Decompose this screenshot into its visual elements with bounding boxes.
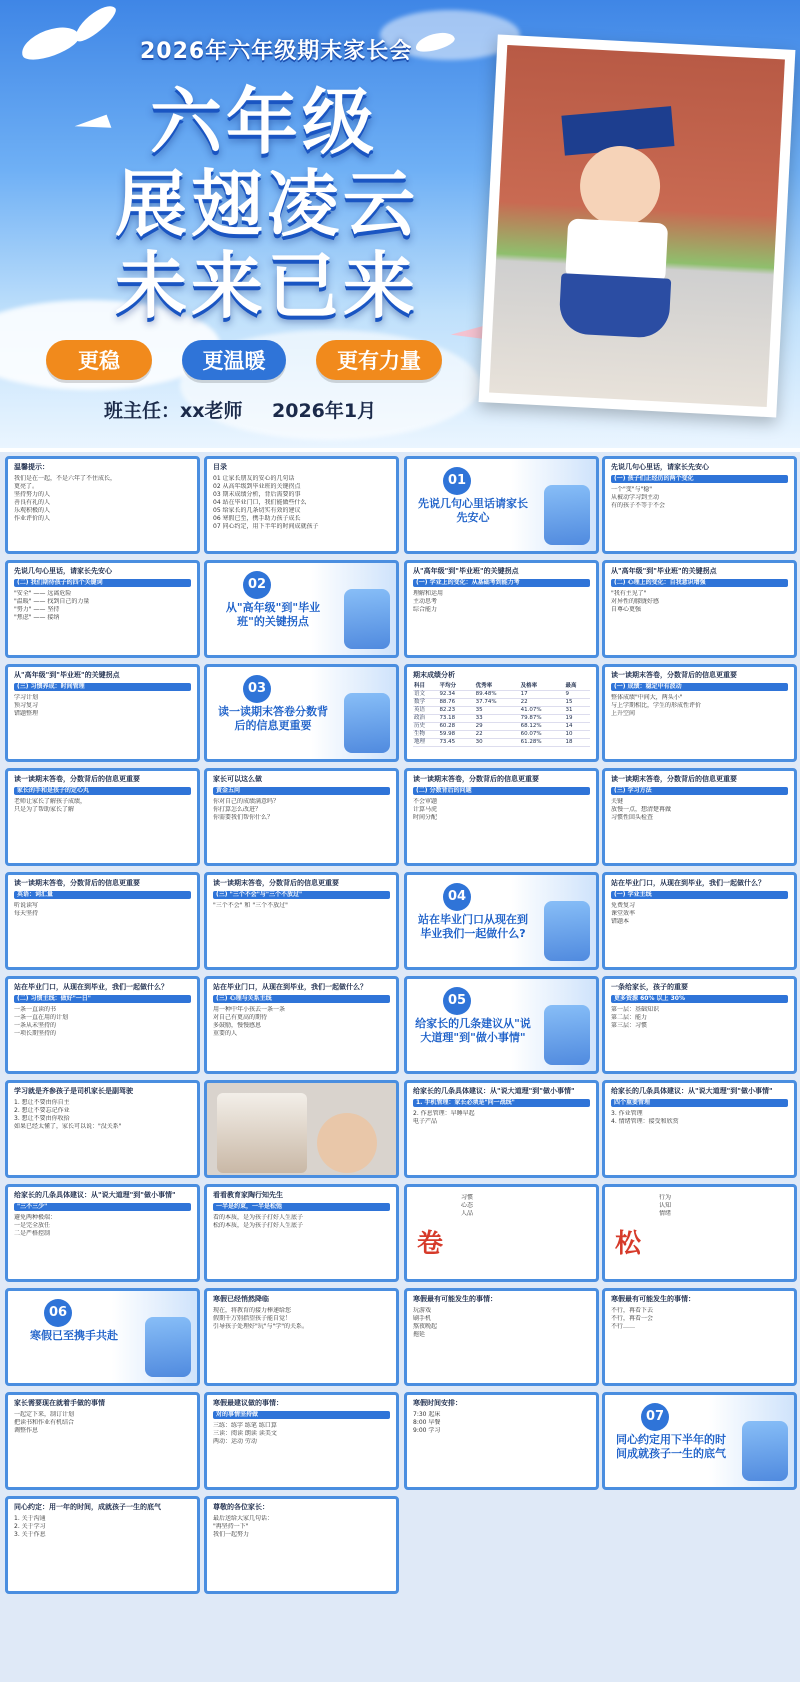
teacher-label: 班主任：xx老师 [104, 400, 243, 422]
slide-heading: 站在毕业门口，从现在到毕业，我们一起做什么？ [14, 983, 168, 991]
slide-text-line: 把读书和作业有机结合 [14, 1419, 75, 1426]
slide-text-line: 更亮了。 [14, 483, 39, 490]
section-number-badge: 05 [443, 987, 471, 1015]
section-number-badge: 04 [443, 883, 471, 911]
table-cell: 60.28 [438, 723, 474, 731]
table-cell: 89.48% [475, 691, 520, 699]
slide-text-line: 一起定下来，制订计划 [14, 1411, 75, 1418]
table-row [413, 715, 590, 723]
date-label: 2026年1月 [272, 400, 377, 422]
slide-thumbnail-8[interactable] [602, 560, 797, 658]
table-cell: 31 [565, 707, 590, 715]
slide-text-line: "安全" —— 远离危险 [14, 590, 72, 597]
slide-heading: 读一读期末答卷，分数背后的信息更重要 [611, 671, 737, 679]
slide-thumbnail-31[interactable] [404, 1184, 599, 1282]
slide-subheading-bar: 对的事情坚持做 [213, 1411, 390, 1419]
slide-text-line: 关键 [611, 798, 624, 805]
slide-subheading-bar: 英语：词汇量 [14, 891, 191, 899]
slide-text-line: 预习复习 [14, 702, 39, 709]
section-number-badge: 07 [641, 1403, 669, 1431]
slide-text-line: 3. 作业管理 [611, 1110, 643, 1117]
slide-text-line: 06 寒假已至，携手助力孩子成长 [213, 515, 301, 522]
slide-text-line: 我们是在一起，不是六年了不住成长， [14, 475, 117, 482]
slide-thumbnail-29[interactable] [5, 1184, 200, 1282]
slide-subheading-bar: (二) 习惯主线：做好"一日" [14, 995, 191, 1003]
slide-thumbnail-26[interactable] [204, 1080, 399, 1178]
slide-heading: 目录 [213, 463, 227, 471]
cover-slide [0, 0, 800, 448]
slide-thumbnail-34[interactable] [204, 1288, 399, 1386]
table-cell: 37.74% [475, 699, 520, 707]
slide-text-line: 02 从高年级到毕业班的关键拐点 [213, 483, 301, 490]
key-character: 松 [615, 1229, 642, 1259]
slide-subheading-bar: (三) 学习方法 [611, 787, 788, 795]
table-cell: 数学 [413, 699, 438, 707]
paper-plane-icon [75, 115, 112, 140]
slide-text-line: 与上学期相比，学生的形成性评价 [611, 702, 702, 709]
slide-heading: 给家长的几条具体建议：从"说大道理"到"做小事情" [413, 1087, 575, 1095]
slide-text-line: "我有主见了" [611, 590, 647, 597]
section-title: 先说几句心里话请家长先安心 [418, 497, 528, 524]
hero-title-line3: 未来已来 [115, 244, 420, 328]
slide-text-line: 重要的人 [213, 1030, 238, 1037]
slide-subheading-bar: 更多资源 60% 以上 30% [611, 995, 788, 1003]
slide-thumbnail-27[interactable] [404, 1080, 599, 1178]
slide-thumbnail-23[interactable] [404, 976, 599, 1074]
slide-text-line: 综合能力 [413, 606, 438, 613]
slide-heading: 先说几句心里话，请家长先安心 [14, 567, 112, 575]
slide-heading: 站在毕业门口，从现在到毕业，我们一起做什么？ [213, 983, 367, 991]
slide-text-line: "三个不会" 和 "三个不放过" [213, 902, 288, 909]
student-illustration [742, 1421, 788, 1481]
slide-heading: 读一读期末答卷，分数背后的信息更重要 [413, 775, 539, 783]
slide-text-line: 人品 [461, 1210, 474, 1217]
table-cell: 生物 [413, 731, 438, 739]
slide-text-line: 8:00 早餐 [413, 1419, 441, 1426]
slide-heading: 学习就是齐参孩子是司机家长是副驾驶 [14, 1087, 133, 1095]
slide-thumbnail-39[interactable] [404, 1392, 599, 1490]
slide-thumbnail-35[interactable] [404, 1288, 599, 1386]
slide-text-line: 9:00 学习 [413, 1427, 441, 1434]
slide-text-line: 一个"变"与"稳" [611, 486, 653, 493]
slide-thumbnail-6[interactable] [204, 560, 399, 658]
keyword-pill: 更温暖 [182, 340, 286, 380]
slide-text-line: 计算马虎 [413, 806, 438, 813]
student-illustration [344, 693, 390, 753]
table-cell: 14 [565, 723, 590, 731]
slide-thumbnail-4[interactable] [602, 456, 797, 554]
slide-text-line: 2. 想让不要忘记作业 [14, 1107, 70, 1114]
slide-text-line: 不行，再看一会 [611, 1315, 654, 1322]
slide-subheading-bar: (一) 孩子们正经历的两个变化 [611, 475, 788, 483]
slide-thumbnail-25[interactable] [5, 1080, 200, 1178]
student-illustration [544, 1005, 590, 1065]
slide-subheading-bar: 一半是约束，一半是松弛 [213, 1203, 390, 1211]
student-illustration [544, 485, 590, 545]
slide-text-line: 坚持努力的人 [14, 491, 51, 498]
slide-grid [0, 452, 800, 1682]
slide-text-line: 一项长期坚持的 [14, 1030, 57, 1037]
slide-text-line: 整体成绩"中间大，两头小" [611, 694, 683, 701]
slide-subheading-bar: (二) 心理上的变化：自我意识增强 [611, 579, 788, 587]
slide-text-line: 习惯 [461, 1194, 474, 1201]
slide-heading: 从"高年级"到"毕业班"的关键拐点 [413, 567, 519, 575]
table-cell: 79.87% [520, 715, 565, 723]
section-title: 寒假已至携手共赴 [30, 1329, 118, 1342]
slide-text-line: 1. 关于沟通 [14, 1515, 46, 1522]
slide-subheading-bar: 黄金五问 [213, 787, 390, 795]
slide-text-line: 玩游戏 [413, 1307, 432, 1314]
slide-text-line: 两动：运动 劳动 [213, 1438, 257, 1445]
slide-heading: 同心约定：用一年的时间，成就孩子一生的底气 [14, 1503, 161, 1511]
slide-text-line: 你需要我们帮你什么？ [213, 814, 274, 821]
slide-thumbnail-38[interactable] [204, 1392, 399, 1490]
table-cell: 61.28% [520, 739, 565, 747]
slide-heading: 尊敬的各位家长： [213, 1503, 269, 1511]
slide-text-line: 调整作息 [14, 1427, 39, 1434]
table-cell: 平均分 [438, 683, 474, 691]
slide-heading: 家长需要现在就着手做的事情 [14, 1399, 105, 1407]
slide-thumbnail-5[interactable] [5, 560, 200, 658]
section-title: 同心约定用下半年的时间成就孩子一生的底气 [616, 1433, 726, 1460]
table-cell: 语文 [413, 691, 438, 699]
slide-text-line: 不行，再看下去 [611, 1307, 654, 1314]
slide-text-line: 2. 作息管理：早睡早起 [413, 1110, 475, 1117]
slide-text-line: 理解和运用 [413, 590, 444, 597]
keyword-pill: 更稳 [46, 340, 152, 380]
table-cell: 68.12% [520, 723, 565, 731]
slide-heading: 读一读期末答卷，分数背后的信息更重要 [213, 879, 339, 887]
slide-thumbnail-20[interactable] [602, 872, 797, 970]
slide-heading: 家长可以这么做 [213, 775, 262, 783]
table-cell: 29 [475, 723, 520, 731]
slide-subheading-bar: 四个重要管理 [611, 1099, 788, 1107]
slide-subheading-bar: "三不三少" [14, 1203, 191, 1211]
slide-text-line: 老师让家长了解孩子成绩， [14, 798, 87, 805]
table-row [413, 683, 590, 691]
slide-text-line: 一是完全放任 [14, 1222, 51, 1229]
slide-text-line: 放慢一点，想清楚再做 [611, 806, 672, 813]
slide-text-line: 看的本质，是为孩子打好人生底子 [213, 1214, 304, 1221]
section-number-badge: 03 [243, 675, 271, 703]
slide-text-line: 第二层：能力 [611, 1014, 648, 1021]
hero-title-line1: 六年级 [150, 80, 379, 164]
avatar [578, 144, 662, 228]
slide-heading: 看看教育家陶行知先生 [213, 1191, 283, 1199]
slide-text-line: 从被动学习到主动 [611, 494, 660, 501]
table-cell: 及格率 [520, 683, 565, 691]
table-cell: 优秀率 [475, 683, 520, 691]
slide-thumbnail-14[interactable] [204, 768, 399, 866]
slide-thumbnail-21[interactable] [5, 976, 200, 1074]
slide-heading: 寒假已经悄然降临 [213, 1295, 269, 1303]
slide-text-line: 3. 关于作息 [14, 1531, 46, 1538]
table-cell: 73.18 [438, 715, 474, 723]
slide-heading: 寒假最有可能发生的事情： [611, 1295, 695, 1303]
slide-heading: 站在毕业门口，从现在到毕业，我们一起做什么？ [611, 879, 765, 887]
slide-subheading-bar: (二) 分数背后的问题 [413, 787, 590, 795]
table-cell: 政治 [413, 715, 438, 723]
slide-subheading-bar: (三) "三个不会"与"三个不放过" [213, 891, 390, 899]
table-cell: 41.07% [520, 707, 565, 715]
slide-text-line: 3. 想让不要由你收拾 [14, 1115, 70, 1122]
slide-text-line: 假期千万别指望孩子能自觉！ [213, 1315, 292, 1322]
slide-text-line: 学习计划 [14, 694, 39, 701]
section-title: 从"高年级"到"毕业班"的关键拐点 [225, 601, 321, 628]
dove-icon [17, 21, 82, 66]
table-cell: 最高 [565, 683, 590, 691]
table-cell: 地理 [413, 739, 438, 747]
slide-text-line: 三练：练字 练笔 练口算 [213, 1422, 277, 1429]
table-row [413, 739, 590, 747]
slide-text-line: 熬夜晚起 [413, 1323, 438, 1330]
slide-text-line: 电子产品 [413, 1118, 438, 1125]
slide-thumbnail-32[interactable] [602, 1184, 797, 1282]
key-character: 卷 [417, 1229, 444, 1259]
slide-subheading-bar: (二) 我们期待孩子的四个关键词 [14, 579, 191, 587]
table-cell: 30 [475, 739, 520, 747]
table-row [413, 707, 590, 715]
hero-title-line2: 展翅凌云 [115, 162, 420, 246]
slide-thumbnail-37[interactable] [5, 1392, 200, 1490]
table-cell: 82.23 [438, 707, 474, 715]
slide-text-line: 如果已经太懂了，家长可以说："没关系" [14, 1123, 122, 1130]
slide-text-line: 多鼓励，慢慢感恩 [213, 1022, 262, 1029]
table-cell: 22 [520, 699, 565, 707]
table-row [413, 691, 590, 699]
slide-text-line: 用一种中年小孩去一条一条 [213, 1006, 286, 1013]
table-cell: 17 [520, 691, 565, 699]
slide-thumbnail-18[interactable] [204, 872, 399, 970]
slide-text-line: 不会审题 [413, 798, 438, 805]
slide-text-line: 你打算怎么改进？ [213, 806, 262, 813]
slide-text-line: "努力" —— 坚持 [14, 606, 60, 613]
slide-heading: 读一读期末答卷，分数背后的信息更重要 [611, 775, 737, 783]
slide-text-line: 自尊心更强 [611, 606, 642, 613]
slide-text-line: 01 让家长朋友的安心的几句话 [213, 475, 295, 482]
table-cell: 33 [475, 715, 520, 723]
slide-text-line: 第一层：基础知识 [611, 1006, 660, 1013]
slide-heading: 给家长的几条具体建议：从"说大道理"到"做小事情" [14, 1191, 176, 1199]
slide-text-line: 现在，将教育的接力棒递给您 [213, 1307, 292, 1314]
slide-text-line: 05 给家长的几条切实有效的建议 [213, 507, 301, 514]
table-row [413, 731, 590, 739]
slide-thumbnail-17[interactable] [5, 872, 200, 970]
slide-text-line: 善良有礼的人 [14, 499, 51, 506]
slide-text-line: 时间分配 [413, 814, 438, 821]
slide-text-line: "再坚持一下" [213, 1523, 249, 1530]
section-title: 读一读期末答卷分数背后的信息更重要 [218, 705, 328, 732]
slide-thumbnail-28[interactable] [602, 1080, 797, 1178]
slide-heading: 给家长的几条具体建议：从"说大道理"到"做小事情" [611, 1087, 773, 1095]
slide-text-line: 听说读写 [14, 902, 39, 909]
slide-thumbnail-13[interactable] [5, 768, 200, 866]
slide-heading: 温馨提示： [14, 463, 49, 471]
slide-thumbnail-3[interactable] [404, 456, 599, 554]
table-cell: 9 [565, 691, 590, 699]
student-illustration [344, 589, 390, 649]
dove-wing-icon [70, 0, 120, 46]
slide-thumbnail-19[interactable] [404, 872, 599, 970]
section-number-badge: 01 [443, 467, 471, 495]
slide-text-line: 错题本 [611, 918, 630, 925]
slide-subheading-bar: (一) 成绩：稳定中有波动 [611, 683, 788, 691]
hero-subtitle: 2026年六年级期末家长会 [140, 39, 413, 64]
table-cell: 35 [475, 707, 520, 715]
slide-text-line: 上升空间 [611, 710, 636, 717]
keyword-pill: 更有力量 [316, 340, 442, 380]
student-photo [479, 34, 796, 417]
slide-text-line: 我们一起努力 [213, 1531, 250, 1538]
slide-heading: 寒假最有可能发生的事情： [413, 1295, 497, 1303]
student-illustration [145, 1317, 191, 1377]
slide-subheading-bar: (三) 习惯养成：时间管理 [14, 683, 191, 691]
slide-thumbnail-40[interactable] [602, 1392, 797, 1490]
section-title: 给家长的几条建议从"说大道理"到"做小事情" [415, 1017, 531, 1044]
slide-text-line: 作业评价的人 [14, 515, 51, 522]
slide-text-line: 第三层：习惯 [611, 1022, 648, 1029]
slide-text-line: 7:30 起床 [413, 1411, 441, 1418]
slide-text-line: 松的本质，是为孩子打好人生底子 [213, 1222, 304, 1229]
table-cell: 历史 [413, 723, 438, 731]
table-cell: 60.07% [520, 731, 565, 739]
slide-text-line: 一条一直读的书 [14, 1006, 57, 1013]
slide-heading: 从"高年级"到"毕业班"的关键拐点 [14, 671, 120, 679]
slide-subheading-bar: 家长的手和是孩子的定心丸 [14, 787, 191, 795]
table-cell: 88.76 [438, 699, 474, 707]
slide-thumbnail-10[interactable] [204, 664, 399, 762]
slide-text-line: 07 同心约定，用下半年的时间成就孩子 [213, 523, 319, 530]
slide-subheading-bar: (三) 心理与关系主线 [213, 995, 390, 1003]
table-cell: 科目 [413, 683, 438, 691]
slide-thumbnail-22[interactable] [204, 976, 399, 1074]
slide-text-line: 习惯性回头检查 [611, 814, 654, 821]
slide-thumbnail-16[interactable] [602, 768, 797, 866]
table-row [413, 699, 590, 707]
slide-text-line: 一条一直在用的计划 [14, 1014, 69, 1021]
slide-text-line: 避免两种极端： [14, 1214, 57, 1221]
slide-text-line: 行为 [659, 1194, 672, 1201]
slide-text-line: 每天坚持 [14, 910, 39, 917]
table-cell: 59.98 [438, 731, 474, 739]
slide-thumbnail-9[interactable] [5, 664, 200, 762]
table-cell: 19 [565, 715, 590, 723]
slide-thumbnail-41[interactable] [5, 1496, 200, 1594]
table-cell: 92.34 [438, 691, 474, 699]
slide-text-line: 03 期末成绩分析，背后需要的事 [213, 491, 301, 498]
slide-text-line: 刷手机 [413, 1315, 432, 1322]
student-illustration [544, 901, 590, 961]
slide-text-line: "温暖" —— 找到自己的力量 [14, 598, 90, 605]
table-cell: 15 [565, 699, 590, 707]
slide-subheading-bar: (一) 学业上的变化：从基础考到能力考 [413, 579, 590, 587]
slide-text-line: 不行…… [611, 1323, 636, 1330]
slide-thumbnail-1[interactable] [5, 456, 200, 554]
slide-text-line: 二是严格控制 [14, 1230, 51, 1237]
slide-text-line: "焦虑" —— 接纳 [14, 614, 60, 621]
slide-text-line: 一条从未坚持的 [14, 1022, 57, 1029]
section-number-badge: 06 [44, 1299, 72, 1327]
slide-heading: 期末成绩分析 [413, 671, 455, 679]
section-title: 站在毕业门口从现在到毕业我们一起做什么? [418, 913, 528, 940]
slide-thumbnail-36[interactable] [602, 1288, 797, 1386]
slide-heading: 读一读期末答卷，分数背后的信息更重要 [14, 879, 140, 887]
slide-heading: 从"高年级"到"毕业班"的关键拐点 [611, 567, 717, 575]
table-cell: 18 [565, 739, 590, 747]
slide-heading: 寒假最建议做的事情： [213, 1399, 283, 1407]
slide-text-line: 心态 [461, 1202, 474, 1209]
slide-text-line: 拖延 [413, 1331, 426, 1338]
slide-text-line: 对异性的朦胧好感 [611, 598, 660, 605]
slide-thumbnail-42[interactable] [204, 1496, 399, 1594]
child-figure [317, 1113, 377, 1173]
slide-thumbnail-12[interactable] [602, 664, 797, 762]
slide-subheading-bar: 1. 手机管理：家长必须是"同一战线" [413, 1099, 590, 1107]
section-number-badge: 02 [243, 571, 271, 599]
slide-text-line: 你对自己的成绩满意吗？ [213, 798, 280, 805]
slide-heading: 先说几句心里话，请家长先安心 [611, 463, 709, 471]
slide-heading: 读一读期末答卷，分数背后的信息更重要 [14, 775, 140, 783]
slide-text-line: 有的孩子不等于不会 [611, 502, 666, 509]
slide-text-line: 乐观积极的人 [14, 507, 51, 514]
table-cell: 73.45 [438, 739, 474, 747]
table-row [413, 723, 590, 731]
slide-thumbnail-30[interactable] [204, 1184, 399, 1282]
slide-thumbnail-7[interactable] [404, 560, 599, 658]
slide-text-line: 认知 [659, 1202, 672, 1209]
slide-text-line: 情绪 [659, 1210, 672, 1217]
slide-text-line: 主动思考 [413, 598, 438, 605]
slide-text-line: 课堂效率 [611, 910, 636, 917]
score-table [413, 683, 590, 747]
uniform-skirt [558, 273, 671, 339]
slide-text-line: 错题整理 [14, 710, 39, 717]
table-cell: 英语 [413, 707, 438, 715]
slide-subheading-bar: (一) 学业主线 [611, 891, 788, 899]
slide-text-line: 三读：阅读 朗读 读美文 [213, 1430, 277, 1437]
slide-text-line: 4. 情绪管理：接受和欣赏 [611, 1118, 679, 1125]
slide-text-line: 1. 想让不要由你自主 [14, 1099, 70, 1106]
slide-thumbnail-33[interactable] [5, 1288, 200, 1386]
slide-text-line: 04 站在毕业门口，我们能做些什么 [213, 499, 307, 506]
slide-thumbnail-24[interactable] [602, 976, 797, 1074]
slide-text-line: 免费复习 [611, 902, 636, 909]
table-cell: 22 [475, 731, 520, 739]
slide-text-line: 只是为了帮助家长了解 [14, 806, 75, 813]
slide-heading: 寒假时间安排： [413, 1399, 462, 1407]
slide-thumbnail-11[interactable] [404, 664, 599, 762]
video-still-image [217, 1093, 307, 1173]
slide-thumbnail-2[interactable] [204, 456, 399, 554]
slide-text-line: 引导孩子处理好"玩"与"学"的关系。 [213, 1323, 309, 1330]
table-cell: 10 [565, 731, 590, 739]
slide-text-line: 2. 关于学习 [14, 1523, 46, 1530]
slide-text-line: 对自己有更高的期待 [213, 1014, 268, 1021]
slide-text-line: 最后送给大家几句话： [213, 1515, 274, 1522]
slide-heading: 一条给家长，孩子的重要 [611, 983, 688, 991]
slide-thumbnail-15[interactable] [404, 768, 599, 866]
